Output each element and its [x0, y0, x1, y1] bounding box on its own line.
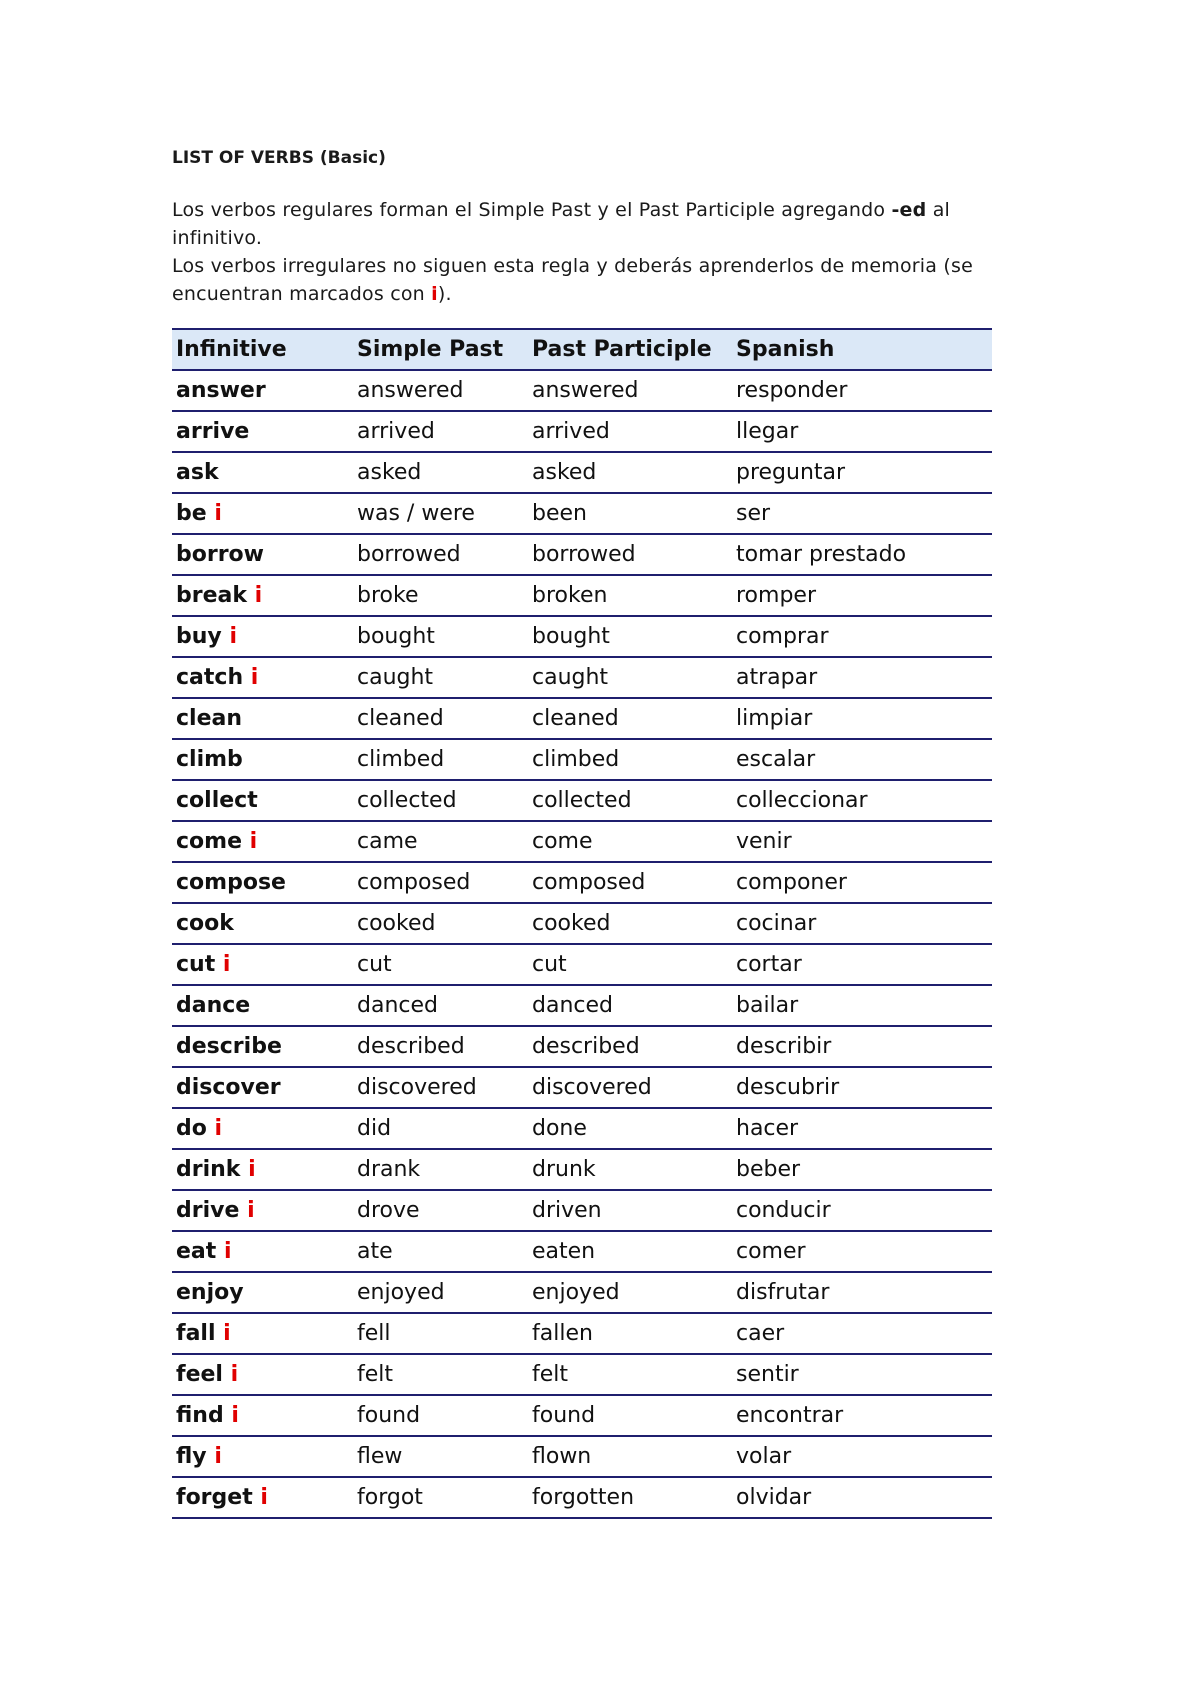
cell-spanish: comer [732, 1231, 992, 1272]
cell-simple-past: cleaned [353, 698, 528, 739]
cell-infinitive [172, 698, 353, 739]
cell-past-participle: enjoyed [528, 1272, 732, 1313]
cell-past-participle: collected [528, 780, 732, 821]
table-row [172, 780, 992, 821]
table-row [172, 739, 992, 780]
table-row [172, 1436, 992, 1477]
cell-spanish: llegar [732, 411, 992, 452]
cell-infinitive [172, 944, 353, 985]
table-row [172, 452, 992, 493]
cell-infinitive [172, 1149, 353, 1190]
cell-past-participle: felt [528, 1354, 732, 1395]
cell-spanish: limpiar [732, 698, 992, 739]
cell-infinitive [172, 1067, 353, 1108]
cell-simple-past: borrowed [353, 534, 528, 575]
cell-spanish: comprar [732, 616, 992, 657]
infinitive-text: collect [176, 788, 258, 813]
verbs-table-body [172, 370, 992, 1518]
cell-simple-past: cut [353, 944, 528, 985]
cell-spanish: venir [732, 821, 992, 862]
cell-past-participle: found [528, 1395, 732, 1436]
cell-simple-past: asked [353, 452, 528, 493]
infinitive-text: climb [176, 747, 243, 772]
cell-infinitive [172, 985, 353, 1026]
table-row [172, 821, 992, 862]
infinitive-text: dance [176, 993, 251, 1018]
intro-paragraph [172, 196, 992, 308]
cell-simple-past: drank [353, 1149, 528, 1190]
cell-spanish: cortar [732, 944, 992, 985]
cell-simple-past: answered [353, 370, 528, 411]
cell-infinitive [172, 370, 353, 411]
intro-text: ). [437, 283, 452, 305]
cell-infinitive [172, 903, 353, 944]
infinitive-text: answer [176, 378, 266, 403]
table-row [172, 862, 992, 903]
ed-suffix: -ed [891, 199, 927, 221]
infinitive-text: compose [176, 870, 286, 895]
table-row [172, 698, 992, 739]
table-row [172, 411, 992, 452]
table-row [172, 1272, 992, 1313]
cell-spanish: responder [732, 370, 992, 411]
cell-simple-past: was / were [353, 493, 528, 534]
cell-spanish: escalar [732, 739, 992, 780]
cell-simple-past: described [353, 1026, 528, 1067]
infinitive-text: find [176, 1403, 224, 1428]
irregular-mark: i [260, 1485, 268, 1510]
infinitive-text: drink [176, 1157, 241, 1182]
cell-past-participle: forgotten [528, 1477, 732, 1518]
infinitive-text: break [176, 583, 247, 608]
cell-infinitive [172, 1313, 353, 1354]
cell-past-participle: borrowed [528, 534, 732, 575]
cell-simple-past: climbed [353, 739, 528, 780]
irregular-mark: i [231, 1403, 239, 1428]
cell-infinitive [172, 452, 353, 493]
cell-simple-past: drove [353, 1190, 528, 1231]
cell-spanish: colleccionar [732, 780, 992, 821]
cell-simple-past: felt [353, 1354, 528, 1395]
cell-simple-past: arrived [353, 411, 528, 452]
cell-past-participle: broken [528, 575, 732, 616]
document-page [172, 140, 992, 1519]
cell-past-participle: fallen [528, 1313, 732, 1354]
infinitive-text: come [176, 829, 242, 854]
table-row [172, 1231, 992, 1272]
cell-past-participle: climbed [528, 739, 732, 780]
cell-past-participle: answered [528, 370, 732, 411]
irregular-mark: i [230, 1362, 239, 1387]
cell-infinitive [172, 1190, 353, 1231]
intro-text: Los verbos regulares forman el Simple Past y el Past Participle agregando [172, 199, 892, 221]
cell-spanish: disfrutar [732, 1272, 992, 1313]
cell-past-participle: come [528, 821, 732, 862]
table-row [172, 370, 992, 411]
table-row [172, 657, 992, 698]
cell-spanish: atrapar [732, 657, 992, 698]
intro-text: al infinitivo. [172, 199, 951, 249]
cell-infinitive [172, 1026, 353, 1067]
irregular-mark: i [222, 952, 231, 977]
cell-infinitive [172, 616, 353, 657]
cell-past-participle: cut [528, 944, 732, 985]
cell-past-participle: cleaned [528, 698, 732, 739]
cell-past-participle: caught [528, 657, 732, 698]
irregular-mark: i [248, 1157, 256, 1182]
header-spanish: Spanish [732, 329, 992, 370]
cell-infinitive [172, 1354, 353, 1395]
table-row [172, 534, 992, 575]
table-row [172, 575, 992, 616]
cell-simple-past: cooked [353, 903, 528, 944]
cell-spanish: beber [732, 1149, 992, 1190]
verbs-table [172, 328, 992, 1519]
irregular-mark: i [214, 1444, 222, 1469]
header-past-participle: Past Participle [528, 329, 732, 370]
infinitive-text: be [176, 501, 207, 526]
cell-spanish: componer [732, 862, 992, 903]
cell-spanish: encontrar [732, 1395, 992, 1436]
cell-simple-past: caught [353, 657, 528, 698]
cell-infinitive [172, 739, 353, 780]
infinitive-text: fly [176, 1444, 207, 1469]
cell-spanish: conducir [732, 1190, 992, 1231]
infinitive-text: cut [176, 952, 216, 977]
cell-simple-past: flew [353, 1436, 528, 1477]
table-header-row [172, 329, 992, 370]
irregular-mark: i [229, 624, 237, 649]
cell-simple-past: found [353, 1395, 528, 1436]
table-row [172, 1067, 992, 1108]
cell-infinitive [172, 821, 353, 862]
infinitive-text: describe [176, 1034, 282, 1059]
cell-infinitive [172, 862, 353, 903]
infinitive-text: fall [176, 1321, 216, 1346]
cell-past-participle: arrived [528, 411, 732, 452]
cell-past-participle: bought [528, 616, 732, 657]
infinitive-text: feel [176, 1362, 223, 1387]
table-row [172, 616, 992, 657]
cell-infinitive [172, 1272, 353, 1313]
infinitive-text: buy [176, 624, 222, 649]
table-row [172, 985, 992, 1026]
cell-past-participle: composed [528, 862, 732, 903]
cell-past-participle: asked [528, 452, 732, 493]
table-row [172, 944, 992, 985]
irregular-mark: i [214, 501, 222, 526]
cell-past-participle: driven [528, 1190, 732, 1231]
table-row [172, 1190, 992, 1231]
cell-simple-past: fell [353, 1313, 528, 1354]
cell-simple-past: enjoyed [353, 1272, 528, 1313]
cell-simple-past: bought [353, 616, 528, 657]
irregular-mark: i [250, 665, 259, 690]
cell-infinitive [172, 1108, 353, 1149]
table-row [172, 1108, 992, 1149]
cell-spanish: bailar [732, 985, 992, 1026]
infinitive-text: catch [176, 665, 244, 690]
irregular-mark: i [223, 1321, 231, 1346]
table-row [172, 1477, 992, 1518]
cell-spanish: describir [732, 1026, 992, 1067]
infinitive-text: borrow [176, 542, 264, 567]
cell-past-participle: flown [528, 1436, 732, 1477]
cell-infinitive [172, 1231, 353, 1272]
cell-past-participle: cooked [528, 903, 732, 944]
cell-spanish: hacer [732, 1108, 992, 1149]
cell-spanish: sentir [732, 1354, 992, 1395]
cell-spanish: romper [732, 575, 992, 616]
infinitive-text: arrive [176, 419, 250, 444]
cell-simple-past: ate [353, 1231, 528, 1272]
cell-infinitive [172, 1436, 353, 1477]
cell-simple-past: danced [353, 985, 528, 1026]
header-infinitive: Infinitive [172, 329, 353, 370]
cell-past-participle: described [528, 1026, 732, 1067]
irregular-mark: i [223, 1239, 232, 1264]
infinitive-text: cook [176, 911, 234, 936]
cell-simple-past: broke [353, 575, 528, 616]
cell-simple-past: collected [353, 780, 528, 821]
table-row [172, 1026, 992, 1067]
table-row [172, 1149, 992, 1190]
irregular-mark: i [214, 1116, 223, 1141]
infinitive-text: do [176, 1116, 207, 1141]
page-title: LIST OF VERBS (Basic) [172, 148, 386, 168]
cell-spanish: cocinar [732, 903, 992, 944]
cell-spanish: volar [732, 1436, 992, 1477]
cell-spanish: caer [732, 1313, 992, 1354]
intro-regular-rule [172, 196, 992, 252]
header-simple-past: Simple Past [353, 329, 528, 370]
infinitive-text: forget [176, 1485, 253, 1510]
cell-past-participle: drunk [528, 1149, 732, 1190]
cell-past-participle: danced [528, 985, 732, 1026]
cell-spanish: tomar prestado [732, 534, 992, 575]
intro-text: Los verbos irregulares no siguen esta regla y deberás aprenderlos de memoria (se encuentran marcados con [172, 255, 973, 305]
intro-irregular-rule [172, 252, 992, 308]
cell-simple-past: came [353, 821, 528, 862]
cell-infinitive [172, 534, 353, 575]
infinitive-text: clean [176, 706, 243, 731]
table-row [172, 903, 992, 944]
table-row [172, 1395, 992, 1436]
irregular-mark: i [431, 283, 438, 305]
cell-past-participle: done [528, 1108, 732, 1149]
infinitive-text: discover [176, 1075, 281, 1100]
cell-spanish: descubrir [732, 1067, 992, 1108]
cell-infinitive [172, 493, 353, 534]
cell-infinitive [172, 780, 353, 821]
cell-infinitive [172, 657, 353, 698]
cell-simple-past: composed [353, 862, 528, 903]
cell-spanish: olvidar [732, 1477, 992, 1518]
cell-spanish: ser [732, 493, 992, 534]
irregular-mark: i [254, 583, 263, 608]
irregular-mark: i [249, 829, 258, 854]
infinitive-text: enjoy [176, 1280, 244, 1305]
cell-simple-past: discovered [353, 1067, 528, 1108]
irregular-mark: i [247, 1198, 255, 1223]
table-row [172, 493, 992, 534]
infinitive-text: eat [176, 1239, 217, 1264]
cell-infinitive [172, 411, 353, 452]
cell-infinitive [172, 575, 353, 616]
infinitive-text: ask [176, 460, 219, 485]
cell-simple-past: forgot [353, 1477, 528, 1518]
cell-past-participle: discovered [528, 1067, 732, 1108]
cell-simple-past: did [353, 1108, 528, 1149]
cell-spanish: preguntar [732, 452, 992, 493]
cell-infinitive [172, 1395, 353, 1436]
cell-past-participle: been [528, 493, 732, 534]
table-row [172, 1313, 992, 1354]
cell-past-participle: eaten [528, 1231, 732, 1272]
infinitive-text: drive [176, 1198, 240, 1223]
table-row [172, 1354, 992, 1395]
cell-infinitive [172, 1477, 353, 1518]
